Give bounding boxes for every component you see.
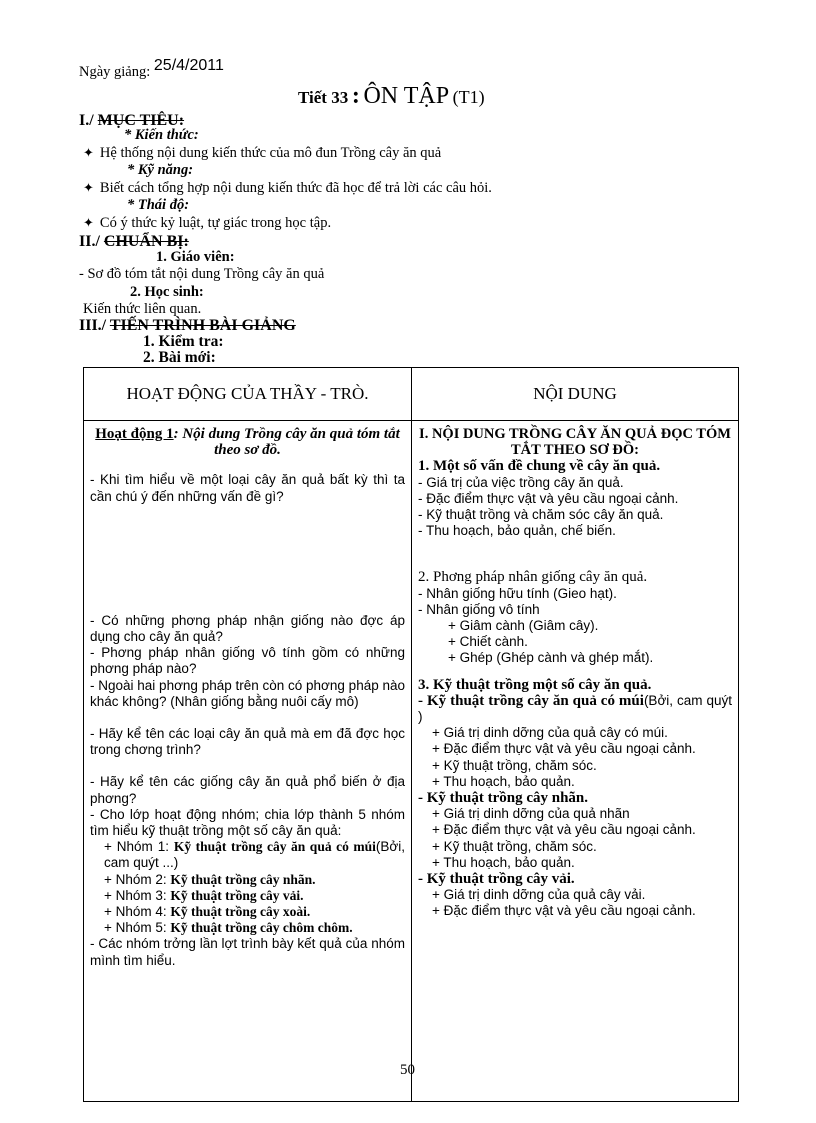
header-content: NỘI DUNG: [412, 368, 739, 421]
activity-1-title: Hoạt động 1: Nội dung Trồng cây ăn quả tóm tắt theo sơ đồ.: [95, 426, 400, 459]
content-line: - Kỹ thuật trồng và chăm sóc cây ăn quả.: [418, 507, 664, 523]
teacher-label: 1. Giáo viên:: [156, 249, 235, 265]
content-line: + Đặc điểm thực vật và yêu cầu ngoại cảnh.: [432, 741, 696, 757]
attitude-label: * Thái độ:: [127, 197, 190, 213]
question: - Có những phơng pháp nhận giống nào đợc áp dụng cho cây ăn quả?: [90, 612, 405, 645]
content-line: - Nhân giống hữu tính (Gieo hạt).: [418, 585, 617, 601]
group-item: + Nhóm 2: Kỹ thuật trồng cây nhãn.: [104, 871, 316, 887]
student-text: Kiến thức liên quan.: [83, 301, 202, 317]
page-number: 50: [400, 1062, 415, 1078]
content-line: + Chiết cành.: [448, 634, 528, 650]
lesson-prefix: Tiết 33: [298, 88, 349, 107]
content-line: + Ghép (Ghép cành và ghép mắt).: [448, 650, 654, 666]
preparation-heading-text: CHUẨN BỊ:: [103, 233, 189, 250]
skills-label: * Kỹ năng:: [127, 162, 194, 178]
student-label: 2. Học sinh:: [130, 284, 204, 300]
date-value: 25/4/2011: [153, 57, 224, 74]
section-1-title: I. NỘI DUNG TRỒNG CÂY ĂN QUẢ ĐỌC TÓM TẮT THEO SƠ ĐỒ:: [419, 426, 731, 459]
content-line: - Kỹ thuật trồng cây vải.: [418, 871, 575, 888]
subsection-title: 2. Phơng pháp nhân giống cây ăn quả.: [418, 569, 648, 586]
question: - Khi tìm hiểu về một loại cây ăn quả bất kỳ thì ta cần chú ý đến những vấn đề gì?: [90, 472, 405, 504]
content-cell: [412, 421, 739, 1102]
group-item: + Nhóm 5: Kỹ thuật trồng cây chôm chôm.: [104, 920, 353, 936]
knowledge-item: ✦ Hệ thống nội dung kiến thức của mô đun Trồng cây ăn quả: [83, 145, 442, 161]
question: - Hãy kể tên các giống cây ăn quả phổ biến ở địa phơng?: [90, 774, 405, 806]
content-line: + Giá trị dinh dỡng của quả cây vải.: [432, 887, 646, 903]
lesson-main-title: ÔN TẬP: [363, 83, 450, 109]
new-lesson-label: 2. Bài mới:: [143, 349, 216, 366]
teacher-text: - Sơ đồ tóm tắt nội dung Trồng cây ăn quả: [79, 266, 325, 282]
date-label: Ngày giảng:: [79, 64, 151, 80]
subsection-title: 3. Kỹ thuật trồng một số cây ăn quả.: [418, 676, 652, 693]
question: - Phơng pháp nhân giống vô tính gồm có những phơng pháp nào?: [90, 645, 405, 677]
attitude-item: ✦ Có ý thức kỷ luật, tự giác trong học tập.: [83, 215, 332, 231]
content-line: - Đặc điểm thực vật và yêu cầu ngoại cảnh.: [418, 490, 679, 506]
table-header-row: [84, 368, 739, 421]
objectives-heading: I./ MỤC TIÊU:: [79, 112, 185, 129]
content-line: + Thu hoạch, bảo quản.: [432, 854, 575, 870]
question: - Các nhóm trởng lần lợt trình bày kết quả của nhóm mình tìm hiểu.: [90, 936, 405, 968]
content-line: - Kỹ thuật trồng cây nhãn.: [418, 790, 589, 807]
check-label: 1. Kiểm tra:: [143, 333, 224, 350]
content-line: - Kỹ thuật trồng cây ăn quả có múi(Bởi, cam quýt ): [418, 692, 732, 725]
activities-cell: [84, 421, 412, 1102]
lesson-part: (T1): [452, 87, 485, 107]
lesson-table: [83, 367, 739, 1102]
skills-item: ✦ Biết cách tổng hợp nội dung kiến thức đã học để trả lời các câu hỏi.: [83, 180, 492, 196]
content-line: + Giâm cành (Giâm cây).: [448, 618, 599, 634]
group-item: + Nhóm 3: Kỹ thuật trồng cây vải.: [104, 887, 304, 903]
diamond-bullet-icon: ✦: [83, 145, 94, 160]
lesson-colon: :: [351, 83, 360, 109]
process-heading-text: TIẾN TRÌNH BÀI GIẢNG: [109, 317, 296, 334]
knowledge-label: * Kiến thức:: [124, 127, 199, 143]
question: - Cho lớp hoạt động nhóm; chia lớp thành 5 nhóm tìm hiểu kỹ thuật trồng một số cây ăn quả:: [90, 806, 405, 839]
content-line: + Đặc điểm thực vật và yêu cầu ngoại cảnh.: [432, 903, 696, 919]
content-line: + Thu hoạch, bảo quản.: [432, 773, 575, 789]
diamond-bullet-icon: ✦: [83, 215, 94, 230]
diamond-bullet-icon: ✦: [83, 180, 94, 195]
content-line: - Giá trị của việc trồng cây ăn quả.: [418, 474, 624, 490]
question: - Ngoài hai phơng pháp trên còn có phơng pháp nào khác không? (Nhân giống bằng nuôi cấy mô): [90, 677, 405, 709]
group-item: + Nhóm 1: Kỹ thuật trồng cây ăn quả có múi(Bởi, cam quýt ...): [104, 839, 405, 871]
objectives-heading-text: MỤC TIÊU:: [97, 112, 185, 129]
content-line: - Thu hoạch, bảo quản, chế biến.: [418, 523, 616, 539]
subsection-title: 1. Một số vấn đề chung về cây ăn quả.: [418, 458, 661, 475]
content-line: + Kỹ thuật trồng, chăm sóc.: [432, 838, 597, 854]
content-line: + Kỹ thuật trồng, chăm sóc.: [432, 757, 597, 773]
group-item: + Nhóm 4: Kỹ thuật trồng cây xoài.: [104, 904, 311, 920]
content-line: + Đặc điểm thực vật và yêu cầu ngoại cảnh.: [432, 822, 696, 838]
content-line: + Giá trị dinh dỡng của quả cây có múi.: [432, 725, 668, 741]
preparation-heading: II./ CHUẨN BỊ:: [79, 233, 189, 250]
lesson-title: [298, 83, 485, 109]
table-body-row: [84, 421, 739, 1102]
date-line: [79, 57, 224, 81]
header-activities: HOẠT ĐỘNG CỦA THẦY - TRÒ.: [84, 368, 412, 421]
content-line: - Nhân giống vô tính: [418, 601, 540, 617]
question: - Hãy kể tên các loại cây ăn quả mà em đã đợc học trong chơng trình?: [90, 726, 405, 758]
content-line: + Giá trị dinh dỡng của quả nhãn: [432, 806, 630, 822]
process-heading: III./ TIẾN TRÌNH BÀI GIẢNG: [79, 317, 296, 334]
